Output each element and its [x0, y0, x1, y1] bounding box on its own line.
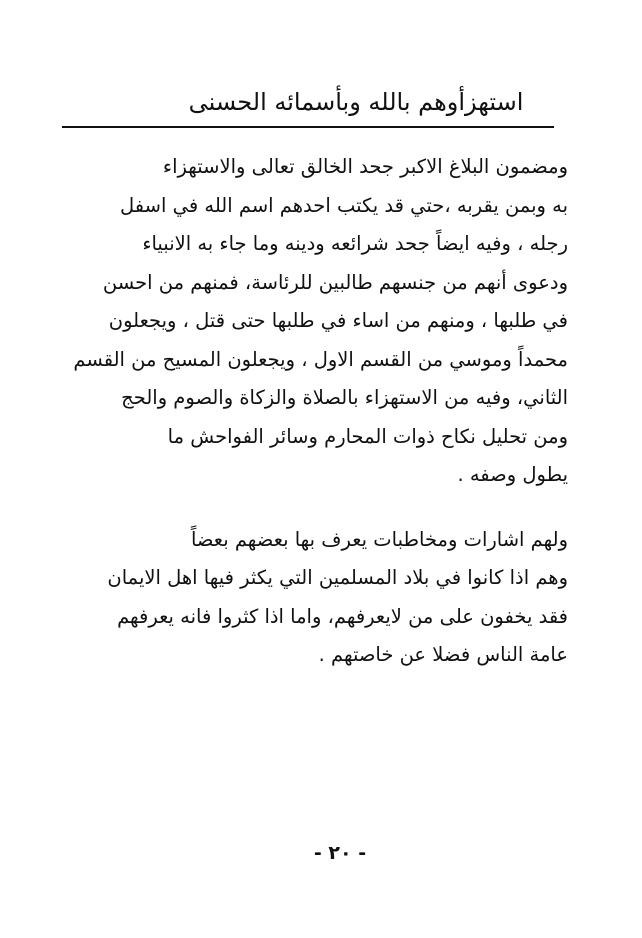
text-line: ومضمون البلاغ الاكبر جحد الخالق تعالى والاستهزاء [162, 155, 568, 178]
body-text [68, 148, 568, 675]
text-line: يطول وصفه . [457, 463, 568, 486]
header-divider [62, 126, 554, 128]
text-line: ولهم اشارات ومخاطبات يعرف بها بعضهم بعضاً [190, 527, 568, 551]
text-line: فقد يخفون على من لايعرفهم، واما اذا كثروا فانه يعرفهم [117, 604, 568, 628]
page-number: - ٢٠ - [313, 842, 367, 864]
text-line: الثاني، وفيه من الاستهزاء بالصلاة والزكاة والصوم والحج [121, 386, 568, 409]
paragraph-2 [68, 521, 568, 675]
text-line: وهم اذا كانوا في بلاد المسلمين التي يكثر فيها اهل الايمان [107, 566, 568, 589]
page-header-title: استهزأوهم بالله وبأسمائه الحسنى [188, 88, 524, 116]
text-line: في طلبها ، ومنهم من اساء في طلبها حتى قتل ، ويجعلون [108, 309, 568, 332]
text-line: ودعوى أنهم من جنسهم طالبين للرئاسة، فمنهم من احسن [102, 270, 568, 294]
text-line: ومن تحليل نكاح ذوات المحارم وسائر الفواحش ما [167, 424, 568, 448]
text-line: رجله ، وفيه ايضاً جحد شرائعه ودينه وما جاء به الانبياء [142, 232, 568, 255]
text-line: به وبمن يقربه ،حتي قد يكتب احدهم اسم الله في اسفل [120, 193, 568, 217]
text-line: محمداً وموسي من القسم الاول ، ويجعلون المسيح من القسم [73, 347, 568, 371]
paragraph-1 [68, 148, 568, 495]
text-line: عامة الناس فضلا عن خاصتهم . [318, 643, 568, 666]
